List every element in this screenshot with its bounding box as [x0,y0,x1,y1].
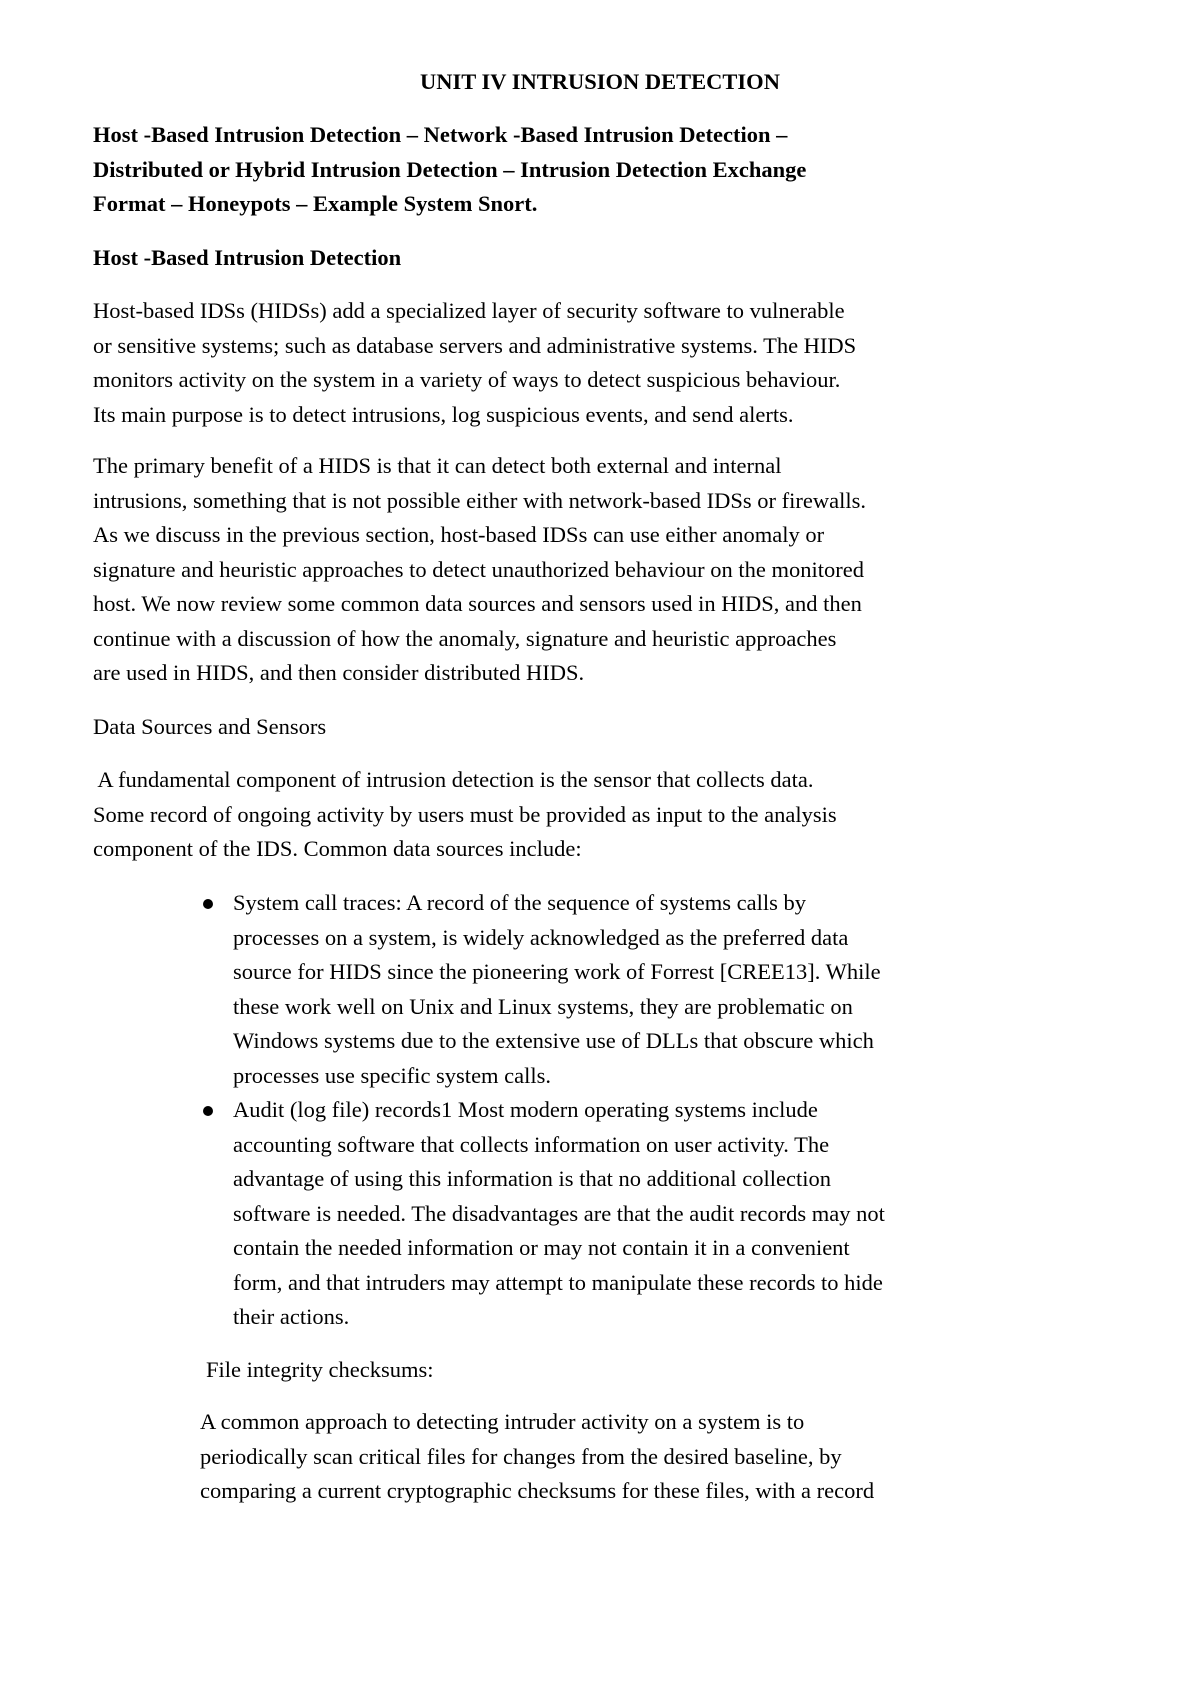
bullet-icon [203,1106,213,1116]
text-line: periodically scan critical files for changes from the desired baseline, by [200,1443,842,1469]
text-line: A common approach to detecting intruder activity on a system is to [200,1409,805,1434]
text-line: these work well on Unix and Linux systems, they are problematic on [233,993,853,1019]
text-line: component of the IDS. Common data sources include: [93,836,582,861]
text-line: continue with a discussion of how the anomaly, signature and heuristic approaches [93,625,837,651]
page-title: UNIT IV INTRUSION DETECTION [420,69,780,94]
text-line: source for HIDS since the pioneering work of Forrest [CREE13]. While [233,959,881,984]
text-line: software is needed. The disadvantages are that the audit records may not [233,1200,885,1226]
text-line: processes on a system, is widely acknowledged as the preferred data [233,924,849,950]
paragraph [93,763,837,867]
text-line: contain the needed information or may not contain it in a convenient [233,1235,850,1260]
paragraph [93,294,856,432]
text-line: Distributed or Hybrid Intrusion Detection – Intrusion Detection Exchange [93,156,807,182]
section-heading: Host -Based Intrusion Detection [93,245,402,270]
text-line: monitors activity on the system in a variety of ways to detect suspicious behaviour. [93,367,841,392]
paragraph [93,449,866,691]
list-item [233,1093,885,1335]
text-line: intrusions, something that is not possible either with network-based IDSs or firewalls. [93,487,867,513]
text-line: Host-based IDSs (HIDSs) add a specialized layer of security software to vulnerable [93,298,845,323]
bullet-icon [203,899,213,909]
text-line: advantage of using this information is that no additional collection [233,1166,831,1191]
text-line: their actions. [233,1304,350,1329]
paragraph [200,1405,874,1509]
text-line: A fundamental component of intrusion detection is the sensor that collects data. [93,767,814,792]
text-line: System call traces: A record of the sequence of systems calls by [233,890,806,915]
text-line: Windows systems due to the extensive use of DLLs that obscure which [233,1028,874,1053]
text-line: As we discuss in the previous section, host-based IDSs can use either anomaly or [93,522,825,547]
section-heading: Data Sources and Sensors [93,714,327,739]
text-line: Some record of ongoing activity by users must be provided as input to the analysis [93,801,837,827]
text-line: are used in HIDS, and then consider distributed HIDS. [93,660,585,685]
section-heading: File integrity checksums: [206,1357,434,1382]
text-line: form, and that intruders may attempt to manipulate these records to hide [233,1269,883,1295]
text-line: host. We now review some common data sources and sensors used in HIDS, and then [93,591,862,616]
text-line: accounting software that collects information on user activity. The [233,1131,830,1157]
text-line: Audit (log file) records1 Most modern operating systems include [233,1097,818,1122]
text-line: comparing a current cryptographic checksums for these files, with a record [200,1478,875,1503]
text-line: Host -Based Intrusion Detection – Network -Based Intrusion Detection – [93,122,788,147]
list-item [233,886,881,1093]
text-line: Format – Honeypots – Example System Snort. [93,191,538,216]
text-line: processes use specific system calls. [233,1062,552,1088]
topics-list [93,118,806,222]
text-line: or sensitive systems; such as database servers and administrative systems. The HIDS [93,332,857,358]
text-line: signature and heuristic approaches to detect unauthorized behaviour on the monitored [93,556,864,582]
text-line: The primary benefit of a HIDS is that it can detect both external and internal [93,453,782,478]
text-line: Its main purpose is to detect intrusions, log suspicious events, and send alerts. [93,401,794,427]
